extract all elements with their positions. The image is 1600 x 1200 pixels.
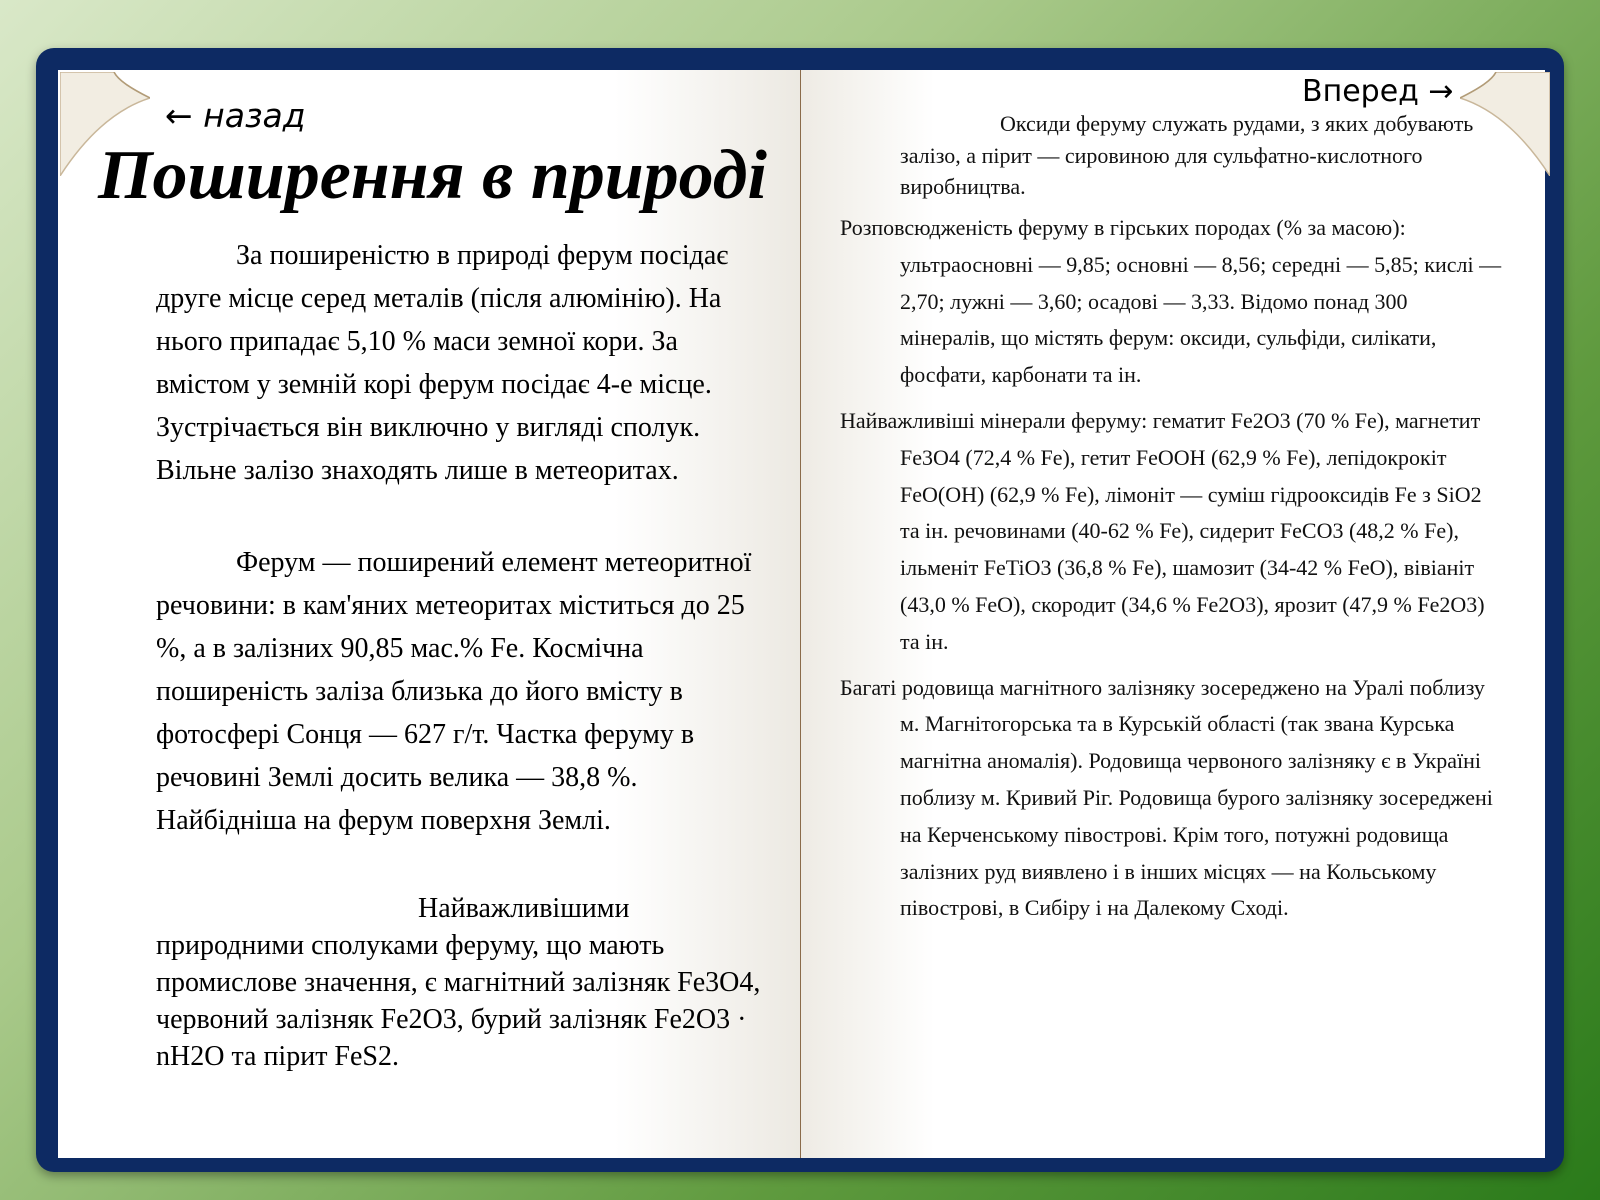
paragraph-text: За поширеністю в природі ферум посідає друге місце серед металів (після алюмінію). На нього припадає 5,10 % маси земної кори. За вмістом у земній корі ферум посідає 4-е місце. Зустрічається він виключно у вигляді сполук. Вільне залізо знаходять лише в метеоритах. (156, 240, 729, 486)
paragraph-text: Ферум — поширений елемент метеоритної речовини: в кам'яних метеоритах міститься до 25 %, а в залізних 90,85 мас.% Fe. Космічна поширеність заліза близька до його вмісту в фотосфері Сонця — 627 г/т. Частка феруму в речовині Землі досить велика — 38,8 %. Найбідніша на ферум поверхня Землі. (156, 547, 752, 836)
back-link[interactable]: ← назад (165, 96, 306, 135)
right-paragraph-3: Багаті родовища магнітного залізняку зосереджено на Уралі поблизу м. Магнітогорська та в Курській області (так звана Курська магнітна аномалія). Родовища червоного залізняку є в Україні поблизу м. Кривий Ріг. Родовища бурого залізняку зосереджені на Керченському півострові. Крім того, потужні родовища залізних руд виявлено і в інших місцях — на Кольському півострові, в Сибіру і на Далекому Сході. (840, 674, 1493, 921)
forward-link[interactable]: Вперед → (1302, 74, 1454, 109)
paragraph-text: природними сполуками феруму, що мають промислове значення, є магнітний залізняк Fe3O4, червоний залізняк Fe2O3, бурий залізняк Fe2O3 · nH2O та пірит FeS2. (156, 930, 761, 1072)
paragraph-text: Оксиди феруму служать рудами, з яких добувають залізо, а пірит — сировиною для сульфатно-кислотного виробництва. (900, 111, 1474, 199)
left-paragraph-1 (156, 234, 776, 492)
page-title: Поширення в природі (98, 137, 767, 214)
paragraph-first-line: Найважливішими (418, 893, 630, 924)
left-paragraph-2 (156, 541, 776, 842)
right-paragraph-2: Найважливіші мінерали феруму: гематит Fe2O3 (70 % Fe), магнетит Fe3O4 (72,4 % Fe), гетит FeOOH (62,9 % Fe), лепідокрокіт FeO(OH) (62,9 % Fe), лімоніт — суміш гідрооксидів Fe з SiO2 та ін. речовинами (40-62 % Fe), сидерит FeCO3 (48,2 % Fe), ільменіт FeTiO3 (36,8 % Fe), шамозит (34-42 % FeO), вівіаніт (43,0 % FeO), скородит (34,6 % Fe2O3), ярозит (47,9 % Fe2O3) та ін. (840, 407, 1485, 654)
right-paragraphs (840, 210, 1505, 936)
right-intro (840, 108, 1505, 212)
right-paragraph-1: Розповсюдженість феруму в гірських породах (% за масою): ультраосновні — 9,85; основні — 8,56; середні — 5,85; кислі — 2,70; лужні — 3,60; осадові — 3,33. Відомо понад 300 мінералів, що містять ферум: оксиди, сульфіди, силікати, фосфати, карбонати та ін. (840, 215, 1502, 388)
left-paragraph-3 (156, 890, 776, 1075)
